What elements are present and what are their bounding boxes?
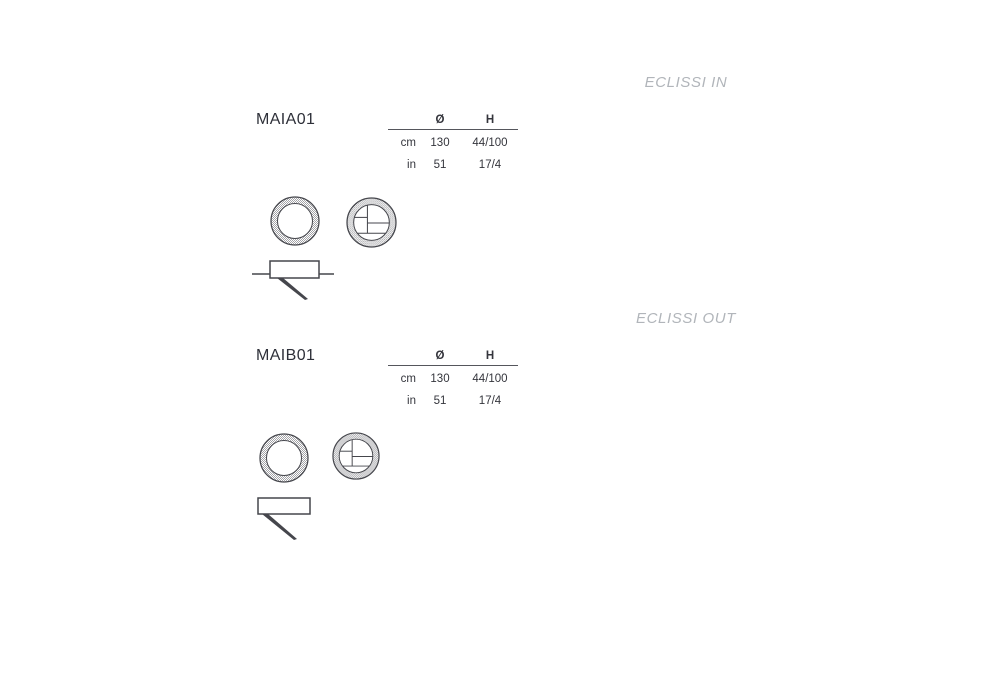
unit-label: cm: [400, 373, 416, 385]
header-height: H: [485, 114, 495, 126]
diameter-value: 130: [430, 373, 450, 385]
unit-label: in: [407, 159, 416, 171]
table-row-cm: [388, 368, 518, 390]
product-code-maib01: MAIB01: [256, 347, 316, 364]
dimension-table-header: [388, 348, 518, 366]
header-height: H: [485, 350, 495, 362]
height-value: 17/4: [478, 159, 502, 171]
ring-plan-view-icon: [270, 196, 320, 246]
ring-section-view-icon: [332, 432, 380, 480]
surface-side-view-icon: [256, 495, 318, 543]
header-unit-spacer: [388, 112, 418, 129]
header-diameter: Ø: [435, 350, 445, 362]
ring-plan-view-icon: [259, 433, 309, 483]
family-label-eclissi-in: ECLISSI IN: [644, 74, 728, 91]
height-value: 44/100: [472, 137, 508, 149]
diameter-value: 51: [433, 395, 447, 407]
table-row-in: [388, 390, 518, 412]
header-unit-spacer: [388, 348, 418, 365]
dimension-table-maia01: [388, 112, 518, 176]
ring-section-view-icon: [346, 197, 397, 248]
height-value: 17/4: [478, 395, 502, 407]
product-code-maia01: MAIA01: [256, 111, 316, 128]
table-row-in: [388, 154, 518, 176]
height-value: 44/100: [472, 373, 508, 385]
family-label-eclissi-out: ECLISSI OUT: [636, 310, 736, 327]
recessed-side-view-icon: [250, 258, 336, 304]
header-diameter: Ø: [435, 114, 445, 126]
dimension-table-maib01: [388, 348, 518, 412]
unit-label: in: [407, 395, 416, 407]
table-row-cm: [388, 132, 518, 154]
diameter-value: 51: [433, 159, 447, 171]
unit-label: cm: [400, 137, 416, 149]
dimension-table-header: [388, 112, 518, 130]
diameter-value: 130: [430, 137, 450, 149]
